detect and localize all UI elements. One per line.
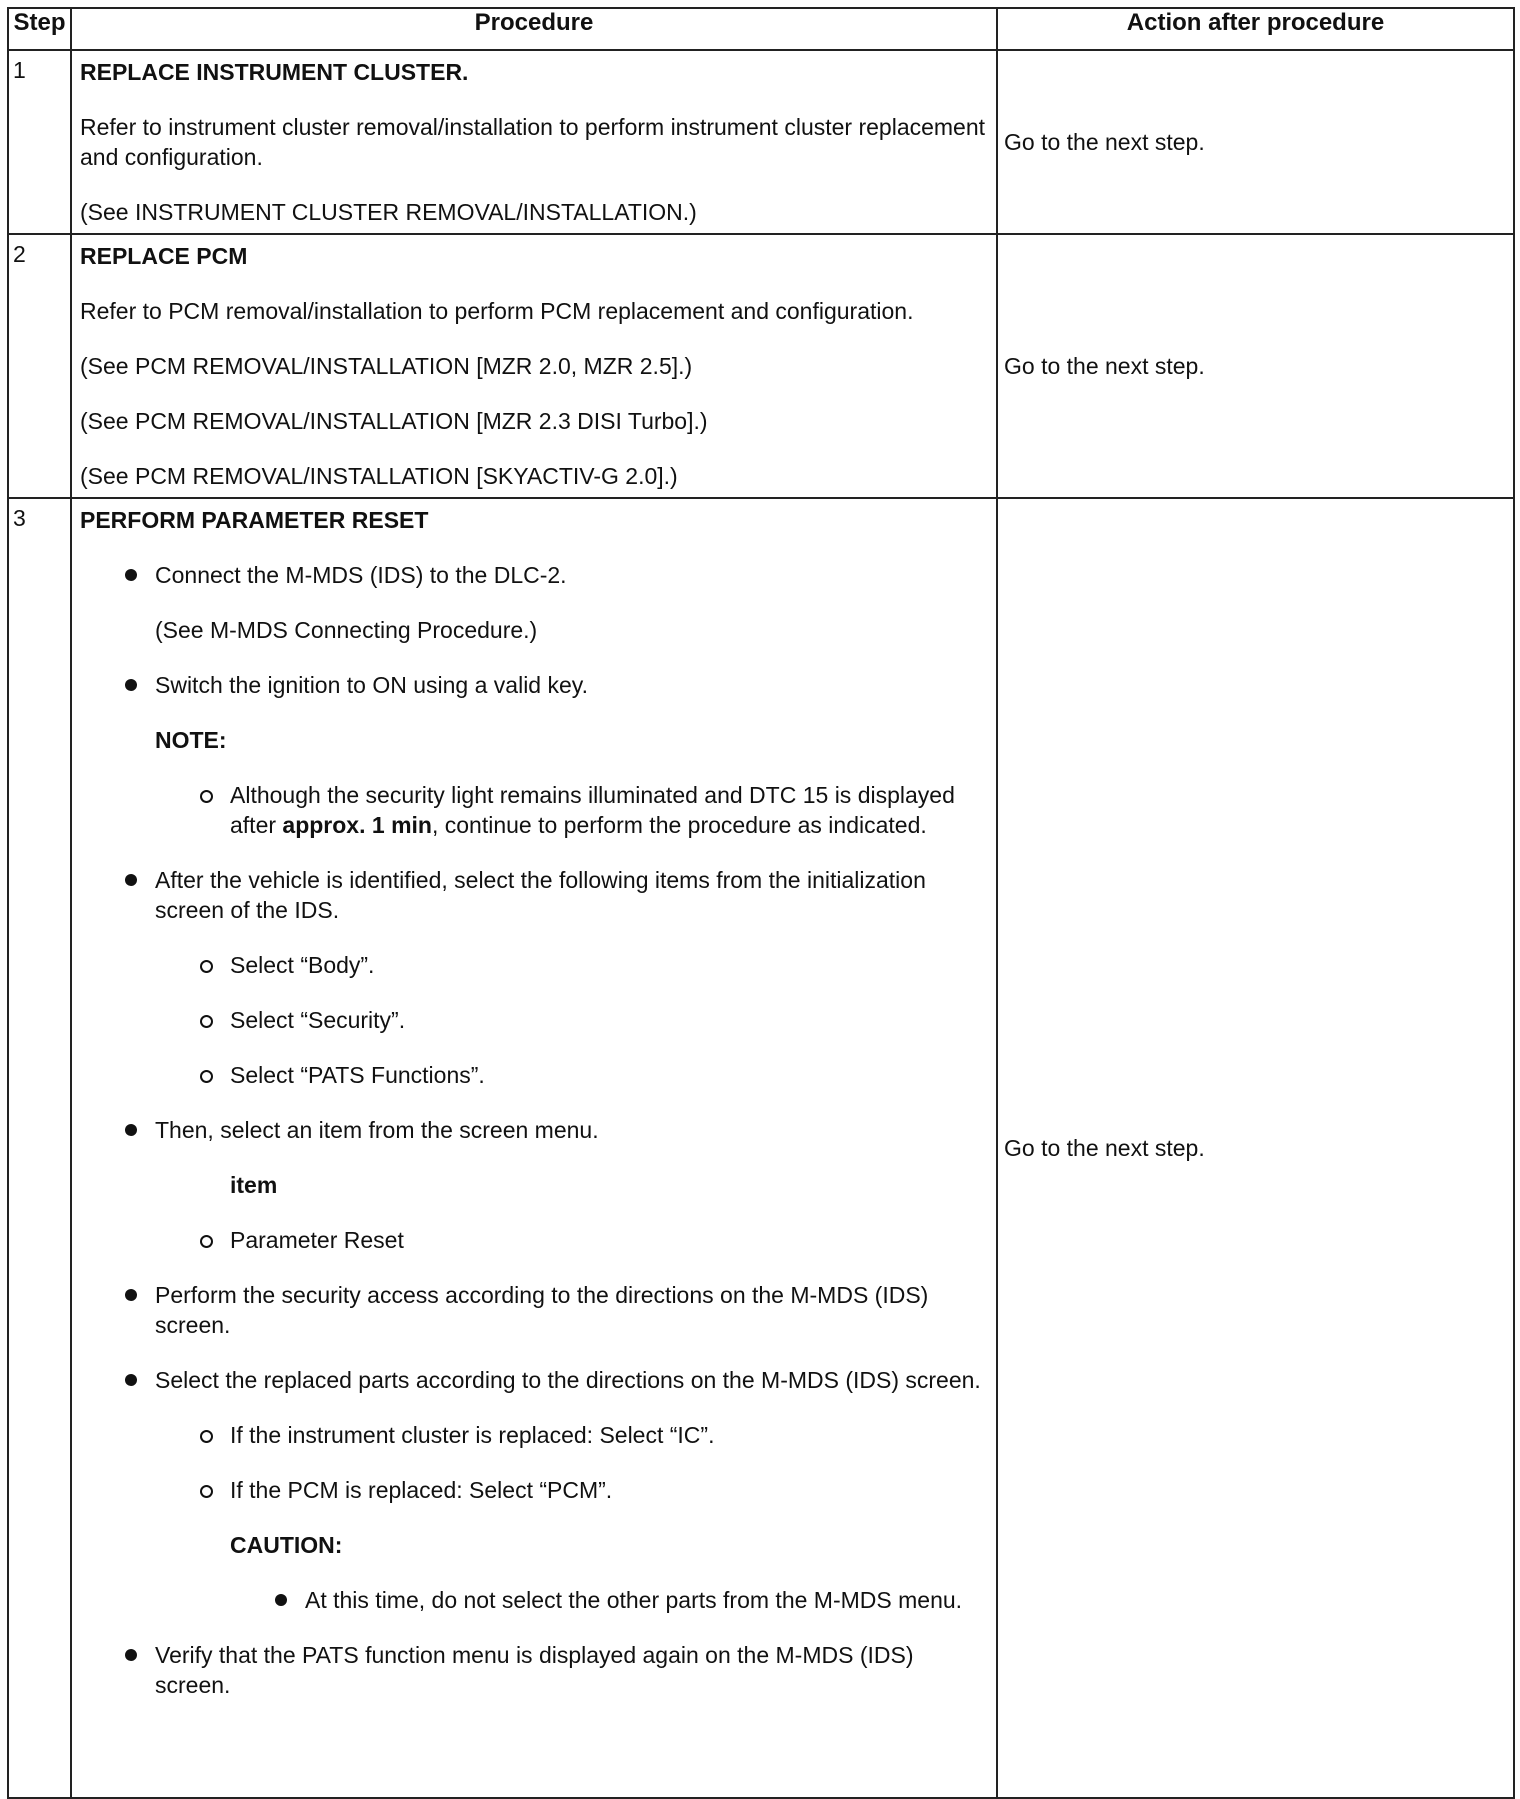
reference-link[interactable]: (See M-MDS Connecting Procedure.) [155,617,538,643]
procedure-cell [71,50,997,234]
step-title: REPLACE PCM [80,243,248,269]
step-title: REPLACE INSTRUMENT CLUSTER. [80,59,469,85]
action-cell: Go to the next step. [997,50,1514,234]
procedure-text: Refer to PCM removal/installation to perform PCM replacement and configuration. [80,298,914,324]
table-row [8,498,1514,1798]
sub-list-item: If the instrument cluster is replaced: Select “IC”. [80,1420,988,1450]
action-cell: Go to the next step. [997,498,1514,1798]
note-emphasis: approx. 1 min [282,812,432,838]
item-label: item [230,1172,278,1198]
list-item: Switch the ignition to ON using a valid key. [80,670,988,700]
action-cell: Go to the next step. [997,234,1514,498]
reference-link[interactable]: (See PCM REMOVAL/INSTALLATION [MZR 2.0, MZR 2.5].) [80,353,693,379]
procedure-cell [71,498,997,1798]
reference-link[interactable]: (See PCM REMOVAL/INSTALLATION [MZR 2.3 DISI Turbo].) [80,408,708,434]
step-number: 2 [8,234,71,498]
procedure-text: Refer to instrument cluster removal/installation to perform instrument cluster replacement and configuration. [80,114,986,170]
list-item: Connect the M-MDS (IDS) to the DLC-2. [80,560,988,590]
step-number: 3 [8,498,71,1798]
list-item: Then, select an item from the screen menu. [80,1115,988,1145]
caution-item: At this time, do not select the other parts from the M-MDS menu. [80,1585,988,1615]
header-row [8,8,1514,50]
sub-list-item: Select “Security”. [80,1005,988,1035]
reference-link[interactable]: (See INSTRUMENT CLUSTER REMOVAL/INSTALLATION.) [80,199,697,225]
header-procedure: Procedure [71,8,997,50]
reference-link[interactable]: (See PCM REMOVAL/INSTALLATION [SKYACTIV-G 2.0].) [80,463,678,489]
list-item: Perform the security access according to the directions on the M-MDS (IDS) screen. [80,1280,988,1340]
header-step: Step [8,8,71,50]
step-title: PERFORM PARAMETER RESET [80,507,429,533]
sub-list-item: If the PCM is replaced: Select “PCM”. [80,1475,988,1505]
sub-list-item: Parameter Reset [80,1225,988,1255]
step-number: 1 [8,50,71,234]
list-item: After the vehicle is identified, select the following items from the initialization screen of the IDS. [80,865,988,925]
sub-list-item: Select “Body”. [80,950,988,980]
sub-list-item: Select “PATS Functions”. [80,1060,988,1090]
procedure-cell [71,234,997,498]
table-row [8,50,1514,234]
list-item: Select the replaced parts according to the directions on the M-MDS (IDS) screen. [80,1365,988,1395]
procedure-table [7,7,1515,1799]
table-row [8,234,1514,498]
note-label: NOTE: [155,727,227,753]
note-item: Although the security light remains illuminated and DTC 15 is displayed after approx. 1 min, continue to perform the procedure as indicated. [80,780,988,840]
caution-label: CAUTION: [230,1532,343,1558]
header-action: Action after procedure [997,8,1514,50]
list-item: Verify that the PATS function menu is displayed again on the M-MDS (IDS) screen. [80,1640,988,1700]
